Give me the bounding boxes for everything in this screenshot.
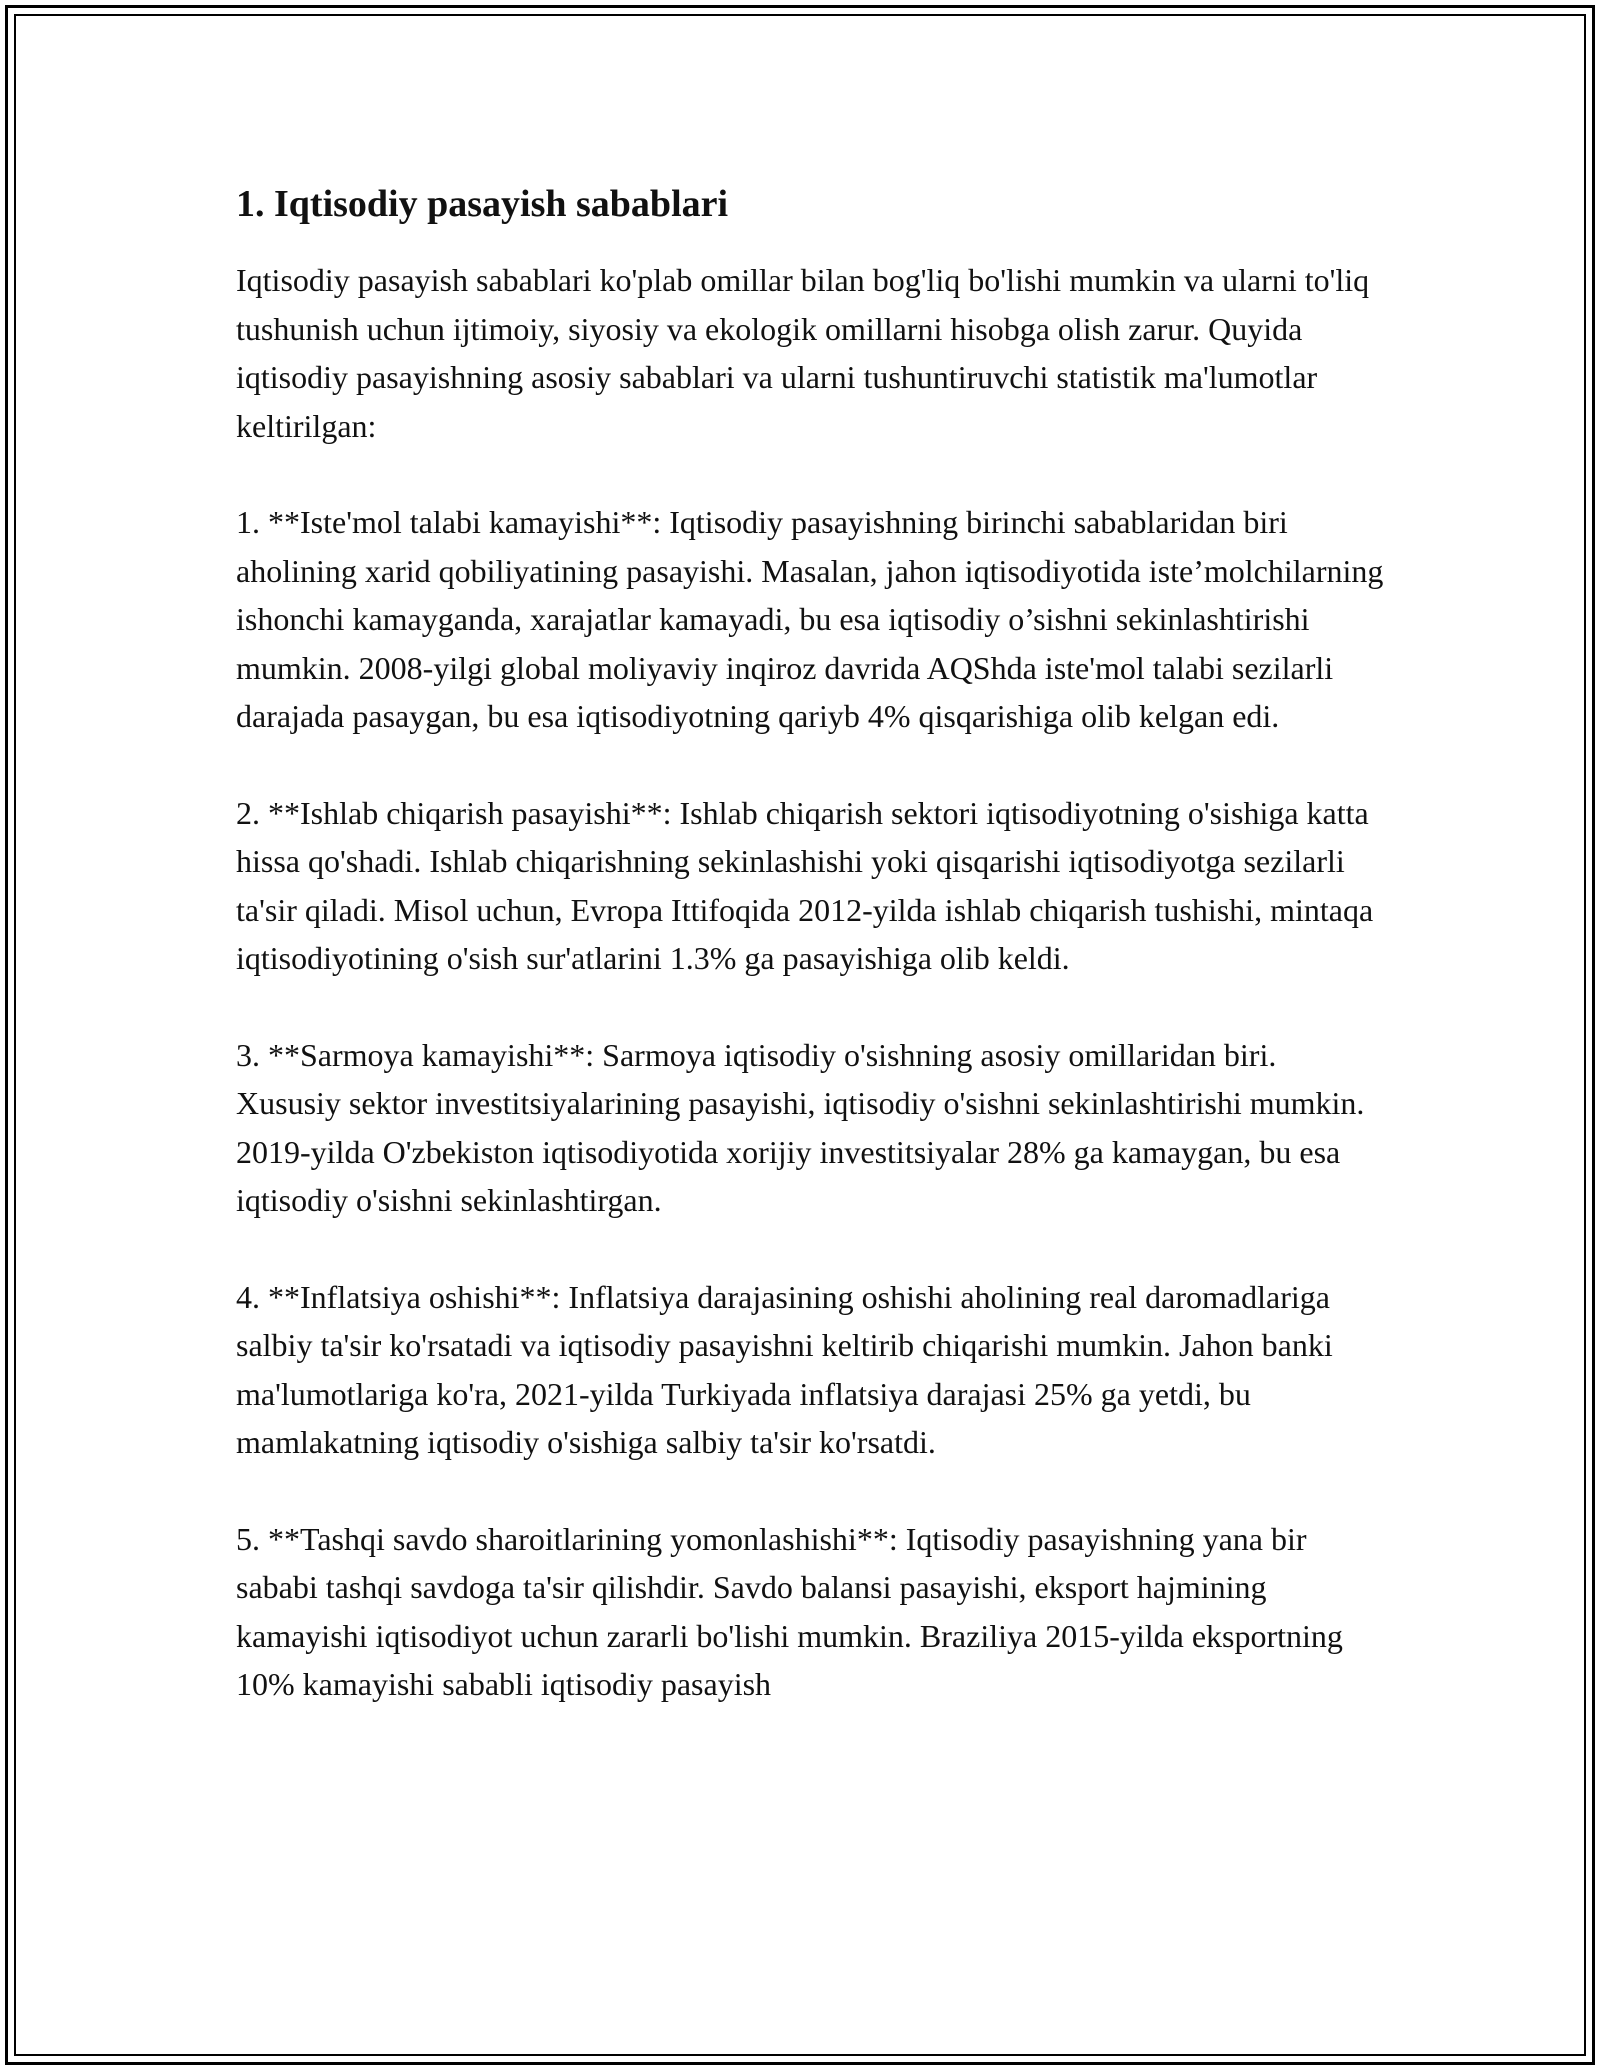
cause-item-foreign-trade: 5. **Tashqi savdo sharoitlarining yomonlashishi**: Iqtisodiy pasayishning yana bir sababi tashqi savdoga ta'sir qilishdir. Savdo balansi pasayishi, eksport hajmining kamayishi iqtisodiyot uchun zararli bo'lishi mumkin. Braziliya 2015-yilda eksportning 10% kamayishi sababli iqtisodiy pasayish [236, 1520, 1343, 1702]
cause-item-consumer-demand: 1. **Iste'mol talabi kamayishi**: Iqtisodiy pasayishning birinchi sabablaridan biri aholining xarid qobiliyatining pasayishi. Masalan, jahon iqtisodiyotida iste’molchilarning ishonchi kamayganda, xarajatlar kamayadi, bu esa iqtisodiy o’sishni sekinlashtirishi mumkin. 2008-yilgi global moliyaviy inqiroz davrida AQShda iste'mol talabi sezilarli darajada pasaygan, bu esa iqtisodiyotning qariyb 4% qisqarishiga olib kelgan edi. [236, 504, 1384, 734]
cause-item-inflation: 4. **Inflatsiya oshishi**: Inflatsiya darajasining oshishi aholining real daromadlariga salbiy ta'sir ko'rsatadi va iqtisodiy pasayishni keltirib chiqarishi mumkin. Jahon banki ma'lumotlariga ko'ra, 2021-yilda Turkiyada inflatsiya darajasi 25% ga yetdi, bu mamlakatning iqtisodiy o'sishiga salbiy ta'sir ko'rsatdi. [236, 1278, 1333, 1460]
intro-paragraph: Iqtisodiy pasayish sabablari ko'plab omillar bilan bog'liq bo'lishi mumkin va ularni to'liq tushunish uchun ijtimoiy, siyosiy va ekologik omillarni hisobga olish zarur. Quyida iqtisodiy pasayishning asosiy sabablari va ularni tushuntiruvchi statistik ma'lumotlar keltirilgan: [236, 262, 1370, 444]
section-heading: 1. Iqtisodiy pasayish sabablari [236, 183, 729, 225]
document-body [236, 180, 1386, 1709]
cause-item-investment-decline: 3. **Sarmoya kamayishi**: Sarmoya iqtisodiy o'sishning asosiy omillaridan biri. Xususiy sektor investitsiyalarining pasayishi, iqtisodiy o'sishni sekinlashtirishi mumkin. 2019-yilda O'zbekiston iqtisodiyotida xorijiy investitsiyalar 28% ga kamaygan, bu esa iqtisodiy o'sishni sekinlashtirgan. [236, 1036, 1365, 1218]
cause-item-production-decline: 2. **Ishlab chiqarish pasayishi**: Ishlab chiqarish sektori iqtisodiyotning o'sishiga katta hissa qo'shadi. Ishlab chiqarishning sekinlashishi yoki qisqarishi iqtisodiyotga sezilarli ta'sir qiladi. Misol uchun, Evropa Ittifoqida 2012-yilda ishlab chiqarish tushishi, mintaqa iqtisodiyotining o'sish sur'atlarini 1.3% ga pasayishiga olib keldi. [236, 794, 1374, 976]
